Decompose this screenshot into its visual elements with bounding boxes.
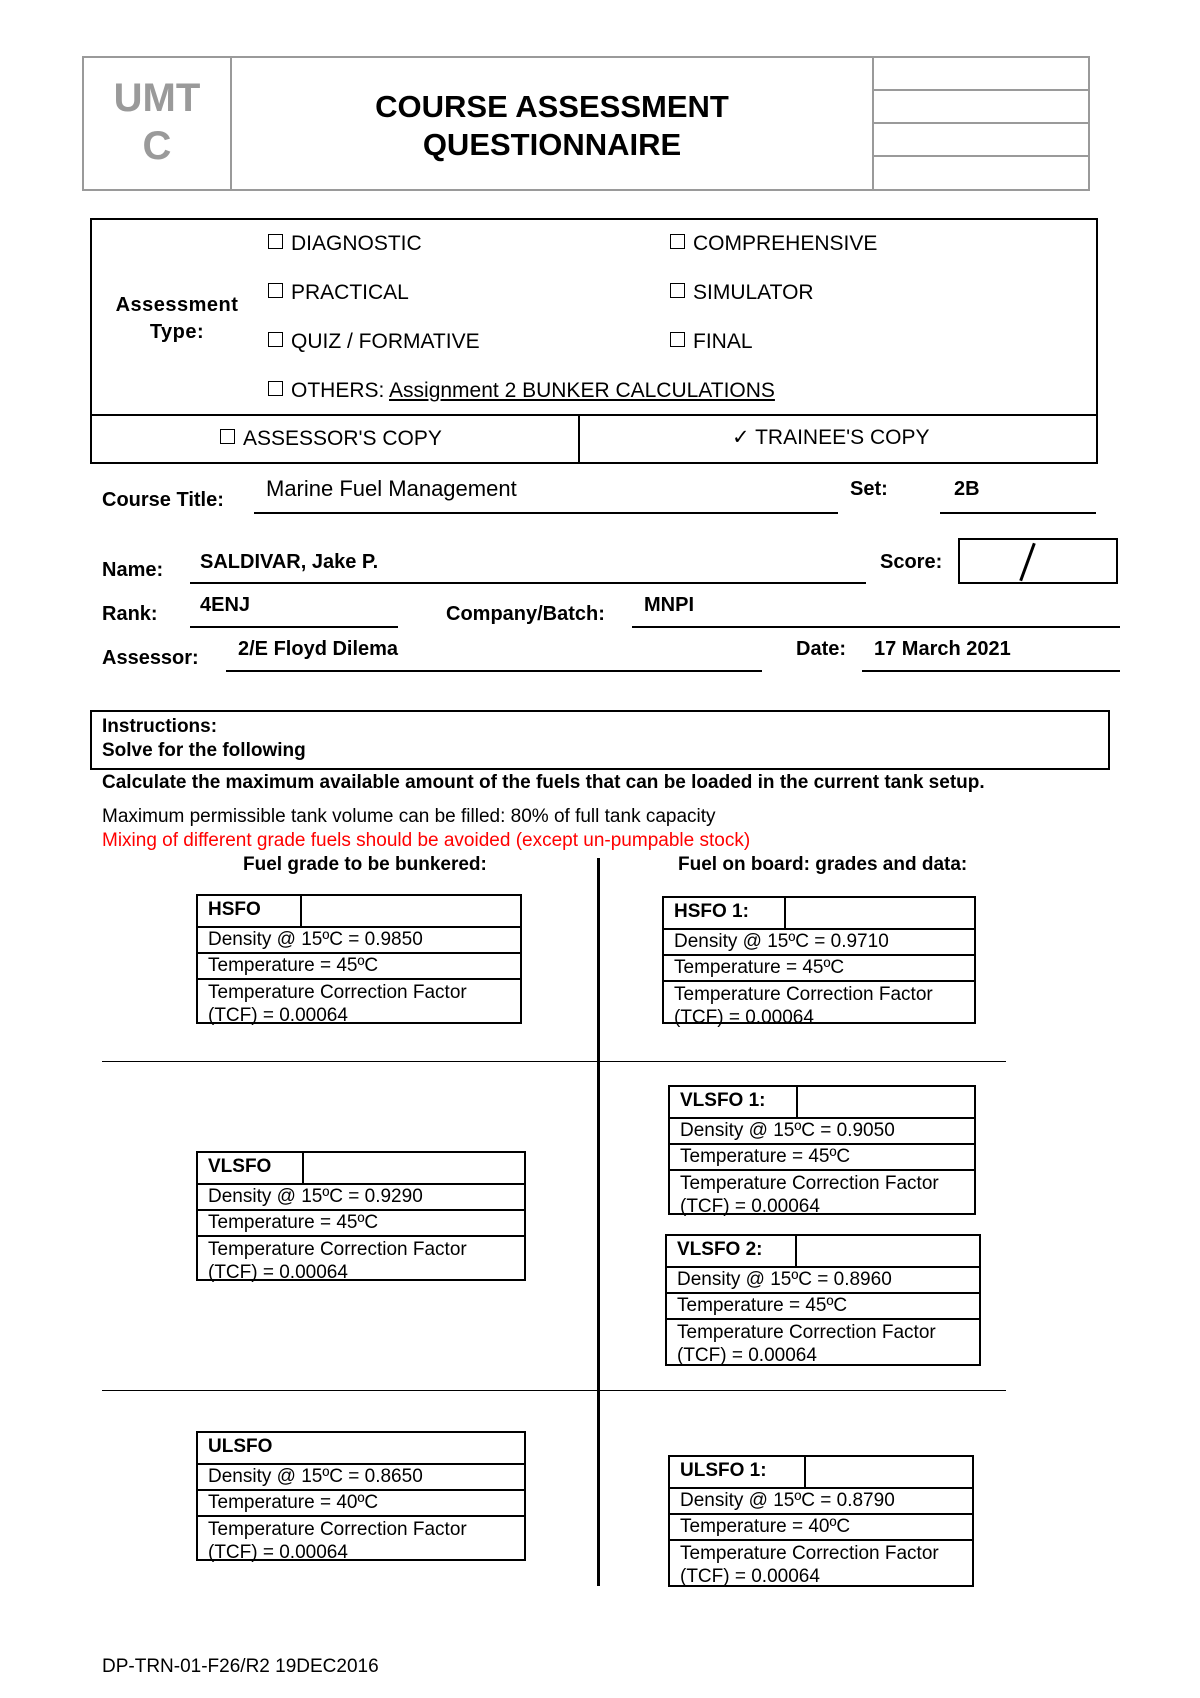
fuel-table-vlsfo [196, 1151, 526, 1281]
set-label: Set: [850, 478, 888, 500]
checkbox-icon[interactable] [268, 283, 283, 298]
fuel-tcf-label: Temperature Correction Factor [208, 1239, 467, 1260]
option-practical[interactable]: PRACTICAL [268, 281, 409, 305]
fuel-name: HSFO 1: [664, 898, 786, 928]
checkbox-icon[interactable] [268, 381, 283, 396]
checkbox-icon[interactable] [220, 429, 235, 444]
assessment-type-box [90, 218, 1098, 416]
checkbox-icon[interactable] [670, 332, 685, 347]
instructions-title: Instructions: [102, 716, 218, 737]
title-line-1: COURSE ASSESSMENT [375, 89, 729, 124]
fuel-density: Density @ 15ºC = 0.8650 [198, 1465, 524, 1491]
fuel-table-vlsfo-2 [665, 1234, 981, 1366]
row-divider-1 [102, 1061, 1006, 1062]
option-quiz-formative[interactable]: QUIZ / FORMATIVE [268, 330, 480, 354]
check-icon: ✓ [732, 426, 750, 449]
name-label: Name: [102, 559, 164, 581]
option-diagnostic[interactable]: DIAGNOSTIC [268, 232, 422, 256]
option-final[interactable]: FINAL [670, 330, 753, 354]
option-assessors-copy[interactable]: ASSESSOR'S COPY [220, 427, 442, 451]
assessor-value[interactable]: 2/E Floyd Dilema [238, 638, 399, 660]
task-statement: Calculate the maximum available amount of the fuels that can be loaded in the current tank setup. [102, 772, 985, 793]
fuel-table-hsfo-1 [662, 896, 976, 1028]
instructions-box [90, 710, 1110, 770]
fuel-tcf-label: Temperature Correction Factor [674, 984, 933, 1005]
fuel-density: Density @ 15ºC = 0.8960 [667, 1268, 979, 1294]
fuel-density: Density @ 15ºC = 0.9710 [664, 930, 974, 956]
fuel-name: ULSFO 1: [670, 1457, 806, 1487]
option-trainees-copy[interactable]: ✓ TRAINEE'S COPY [732, 426, 930, 449]
note-mixing-warning: Mixing of different grade fuels should be avoided (except un-pumpable stock) [102, 830, 751, 851]
fuel-table-hsfo [196, 894, 522, 1024]
fuel-tcf-value: (TCF) = 0.00064 [677, 1345, 817, 1366]
fuel-table-ulsfo-1 [668, 1455, 974, 1587]
fuel-temperature: Temperature = 40ºC [198, 1491, 524, 1517]
fuel-tcf-value: (TCF) = 0.00064 [208, 1005, 348, 1026]
fuel-name: ULSFO [208, 1436, 273, 1457]
date-label: Date: [796, 638, 847, 660]
row-divider-2 [102, 1390, 1006, 1391]
fuel-name: VLSFO 1: [670, 1087, 798, 1117]
checkbox-icon[interactable] [268, 234, 283, 249]
assessor-label: Assessor: [102, 647, 199, 669]
column-divider [597, 858, 600, 1586]
course-title-value[interactable]: Marine Fuel Management [266, 476, 517, 501]
date-value[interactable]: 17 March 2021 [874, 638, 1011, 660]
fuel-temperature: Temperature = 45ºC [664, 956, 974, 982]
umtc-logo: UMT C [84, 58, 232, 189]
fuel-name: VLSFO [198, 1153, 304, 1183]
checkbox-icon[interactable] [670, 283, 685, 298]
option-simulator[interactable]: SIMULATOR [670, 281, 814, 305]
company-batch-value[interactable]: MNPI [644, 594, 694, 616]
fuel-table-vlsfo-1 [668, 1085, 976, 1215]
fuel-density: Density @ 15ºC = 0.9290 [198, 1185, 524, 1211]
fuel-name: HSFO [198, 896, 302, 926]
document-footer-code: DP-TRN-01-F26/R2 19DEC2016 [102, 1656, 379, 1677]
document-title [232, 58, 872, 189]
fuel-tcf-label: Temperature Correction Factor [680, 1173, 939, 1194]
instructions-line: Solve for the following [102, 740, 306, 761]
note-tank-capacity: Maximum permissible tank volume can be filled: 80% of full tank capacity [102, 806, 716, 827]
column-header-bunkered: Fuel grade to be bunkered: [243, 854, 487, 875]
fuel-tcf-label: Temperature Correction Factor [680, 1543, 939, 1564]
checkbox-icon[interactable] [670, 234, 685, 249]
title-line-2: QUESTIONNAIRE [422, 127, 682, 162]
fuel-temperature: Temperature = 45ºC [198, 954, 520, 980]
fuel-density: Density @ 15ºC = 0.8790 [670, 1489, 972, 1515]
document-header [82, 56, 1090, 191]
column-header-onboard: Fuel on board: grades and data: [678, 854, 968, 875]
fuel-temperature: Temperature = 45ºC [667, 1294, 979, 1320]
fuel-tcf-value: (TCF) = 0.00064 [680, 1196, 820, 1217]
fuel-tcf-value: (TCF) = 0.00064 [680, 1566, 820, 1587]
fuel-temperature: Temperature = 40ºC [670, 1515, 972, 1541]
others-value: Assignment 2 BUNKER CALCULATIONS [389, 379, 775, 402]
fuel-tcf-label: Temperature Correction Factor [677, 1322, 936, 1343]
fuel-tcf-value: (TCF) = 0.00064 [208, 1542, 348, 1563]
fuel-name: VLSFO 2: [667, 1236, 797, 1266]
fuel-temperature: Temperature = 45ºC [670, 1145, 974, 1171]
copy-type-row [90, 416, 1098, 464]
fuel-tcf-label: Temperature Correction Factor [208, 1519, 467, 1540]
rank-value[interactable]: 4ENJ [200, 594, 251, 616]
option-comprehensive[interactable]: COMPREHENSIVE [670, 232, 877, 256]
checkbox-icon[interactable] [268, 332, 283, 347]
header-control-grid [872, 58, 1088, 189]
company-batch-label: Company/Batch: [446, 603, 605, 625]
fuel-density: Density @ 15ºC = 0.9850 [198, 928, 520, 954]
rank-label: Rank: [102, 603, 158, 625]
fuel-tcf-value: (TCF) = 0.00064 [208, 1262, 348, 1283]
course-title-label: Course Title: [102, 489, 224, 511]
fuel-tcf-value: (TCF) = 0.00064 [674, 1007, 814, 1028]
score-box[interactable] [958, 538, 1118, 584]
score-label: Score: [880, 551, 943, 573]
fuel-tcf-label: Temperature Correction Factor [208, 982, 467, 1003]
name-value[interactable]: SALDIVAR, Jake P. [200, 551, 379, 573]
assessment-type-label: Assessment Type: [115, 294, 239, 343]
option-others[interactable]: OTHERS: Assignment 2 BUNKER CALCULATIONS [268, 379, 775, 403]
fuel-temperature: Temperature = 45ºC [198, 1211, 524, 1237]
fuel-table-ulsfo [196, 1431, 526, 1561]
fuel-density: Density @ 15ºC = 0.9050 [670, 1119, 974, 1145]
set-value[interactable]: 2B [954, 478, 980, 500]
